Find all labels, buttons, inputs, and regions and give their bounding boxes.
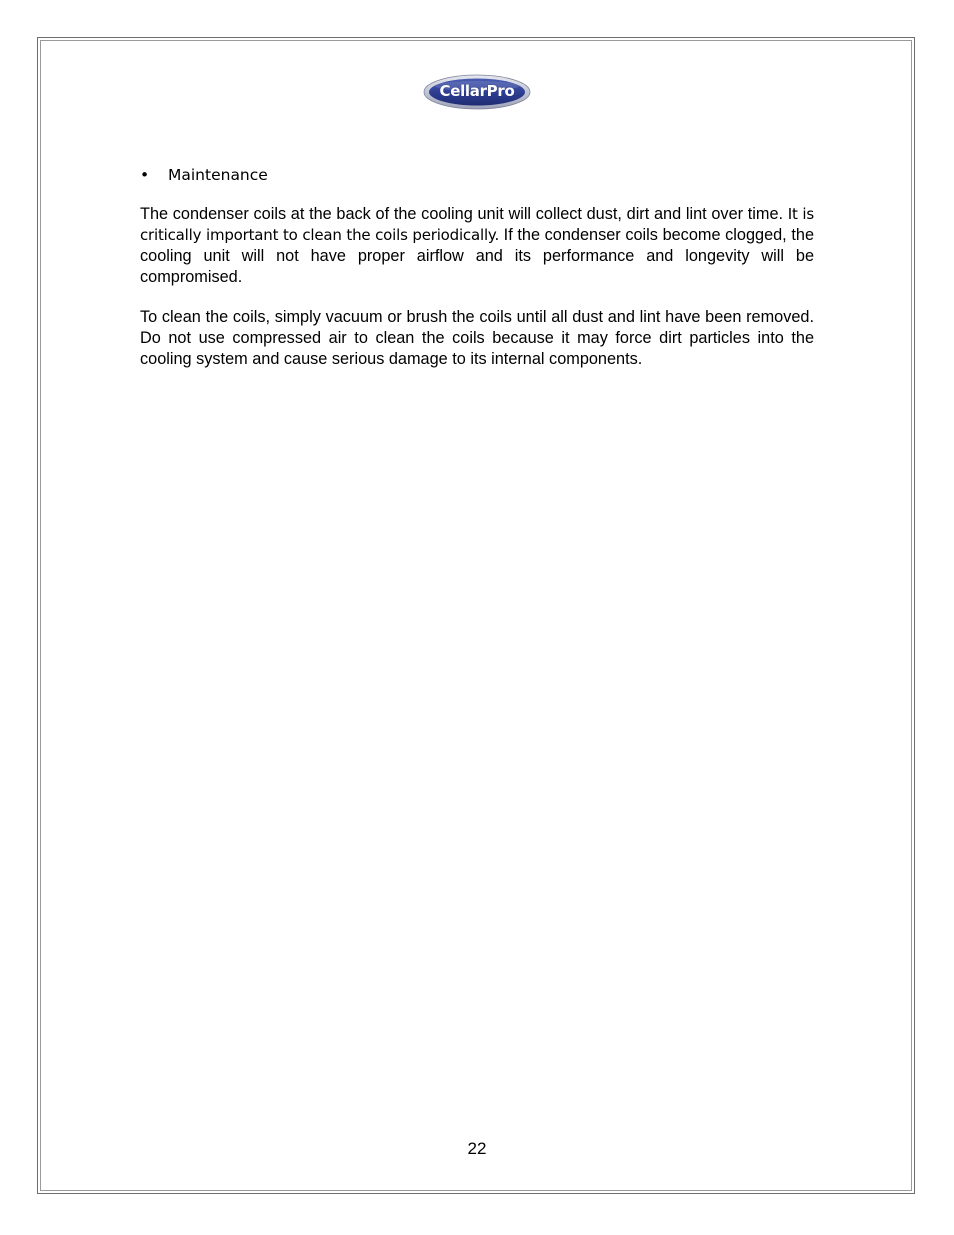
paragraph-cleaning-instructions: To clean the coils, simply vacuum or brush the coils until all dust and lint have been removed. Do not use compressed air to clean the coils because it may force dirt particles into the cooling system and cause serious damage to its internal components. (140, 308, 814, 368)
bullet-icon: • (140, 166, 150, 184)
page-number: 22 (467, 1139, 487, 1158)
document-body (140, 165, 814, 389)
paragraph-1-text-end: If the condenser coils become clogged, the cooling unit will not have proper airflow and its performance and longevity will be compromised. (140, 226, 814, 286)
paragraph-condenser-coils (140, 204, 814, 288)
paragraph-1-text-start: The condenser coils at the back of the cooling unit will collect dust, dirt and lint over time. (140, 205, 788, 223)
section-heading-row (140, 165, 814, 186)
section-heading: Maintenance (168, 166, 268, 184)
logo-text: CellarPro (439, 82, 515, 100)
cellarpro-logo (423, 74, 531, 110)
paragraph-1-emphasis: It is critically important to clean the coils periodically. (140, 205, 814, 244)
